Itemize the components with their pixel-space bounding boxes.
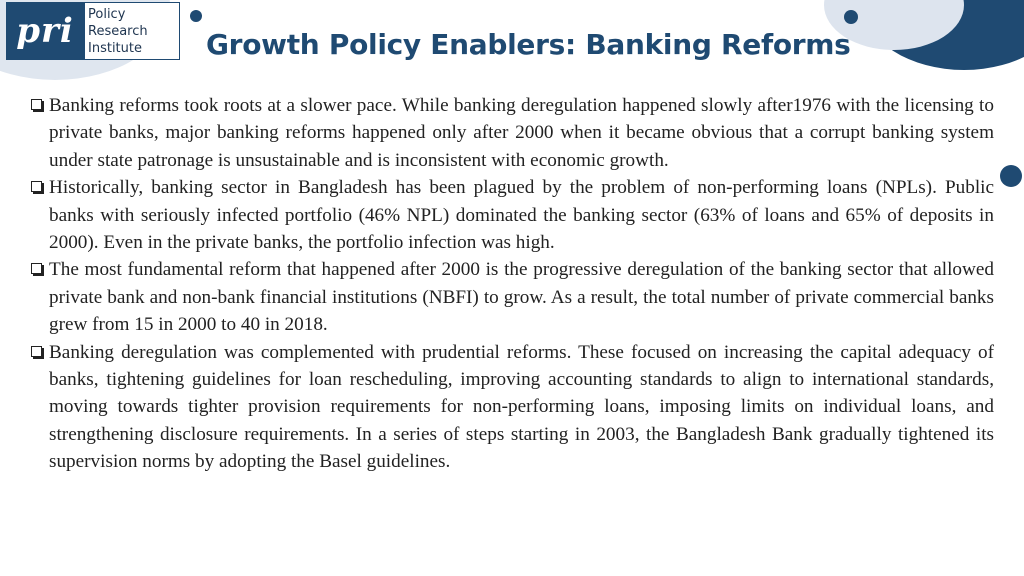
bullet-item: [30, 92, 994, 174]
checkbox-bullet-icon: [31, 346, 42, 357]
logo-mark: pri: [6, 2, 84, 60]
bullet-text: Historically, banking sector in Bangladesh has been plagued by the problem of non-performing loans (NPLs). Public banks with seriously infected portfolio (46% NPL) dominated the banking sector (63% of loans and 65% of deposits in 2000). Even in the private banks, the portfolio infection was high.: [49, 177, 994, 254]
logo-line: Policy: [88, 6, 126, 22]
bullet-item: [30, 256, 994, 338]
slide-title: Growth Policy Enablers: Banking Reforms: [206, 28, 851, 61]
logo-line: Institute: [88, 40, 142, 56]
logo-text: [84, 2, 180, 60]
bullet-text: Banking deregulation was complemented with prudential reforms. These focused on increasing the capital adequacy of banks, tightening guidelines for loan rescheduling, improving accounting standards to align to international standards, moving towards tighter provision requirements for non-performing loans, imposing limits on individual loans, and strengthening disclosure requirements. In a series of steps starting in 2003, the Bangladesh Bank gradually tightened its supervision norms by adopting the Basel guidelines.: [49, 341, 994, 473]
pri-logo: [6, 2, 180, 60]
bullet-text: Banking reforms took roots at a slower pace. While banking deregulation happened slowly after1976 with the licensing to private banks, major banking reforms happened only after 2000 when it became obvious that a corrupt banking system under state patronage is unsustainable and is inconsistent with economic growth.: [49, 95, 994, 171]
decor-dot: [1000, 165, 1022, 187]
checkbox-bullet-icon: [31, 99, 42, 110]
bullet-item: [30, 339, 994, 476]
bullet-item: [30, 174, 994, 256]
bullet-list: [30, 92, 994, 476]
slide-header: [0, 0, 1024, 86]
bullet-text: The most fundamental reform that happened after 2000 is the progressive deregulation of the banking sector that allowed private bank and non-bank financial institutions (NBFI) to grow. As a result, the total number of private commercial banks grew from 15 in 2000 to 40 in 2018.: [49, 259, 994, 336]
logo-line: Research: [88, 23, 148, 39]
checkbox-bullet-icon: [31, 181, 42, 192]
checkbox-bullet-icon: [31, 263, 42, 274]
